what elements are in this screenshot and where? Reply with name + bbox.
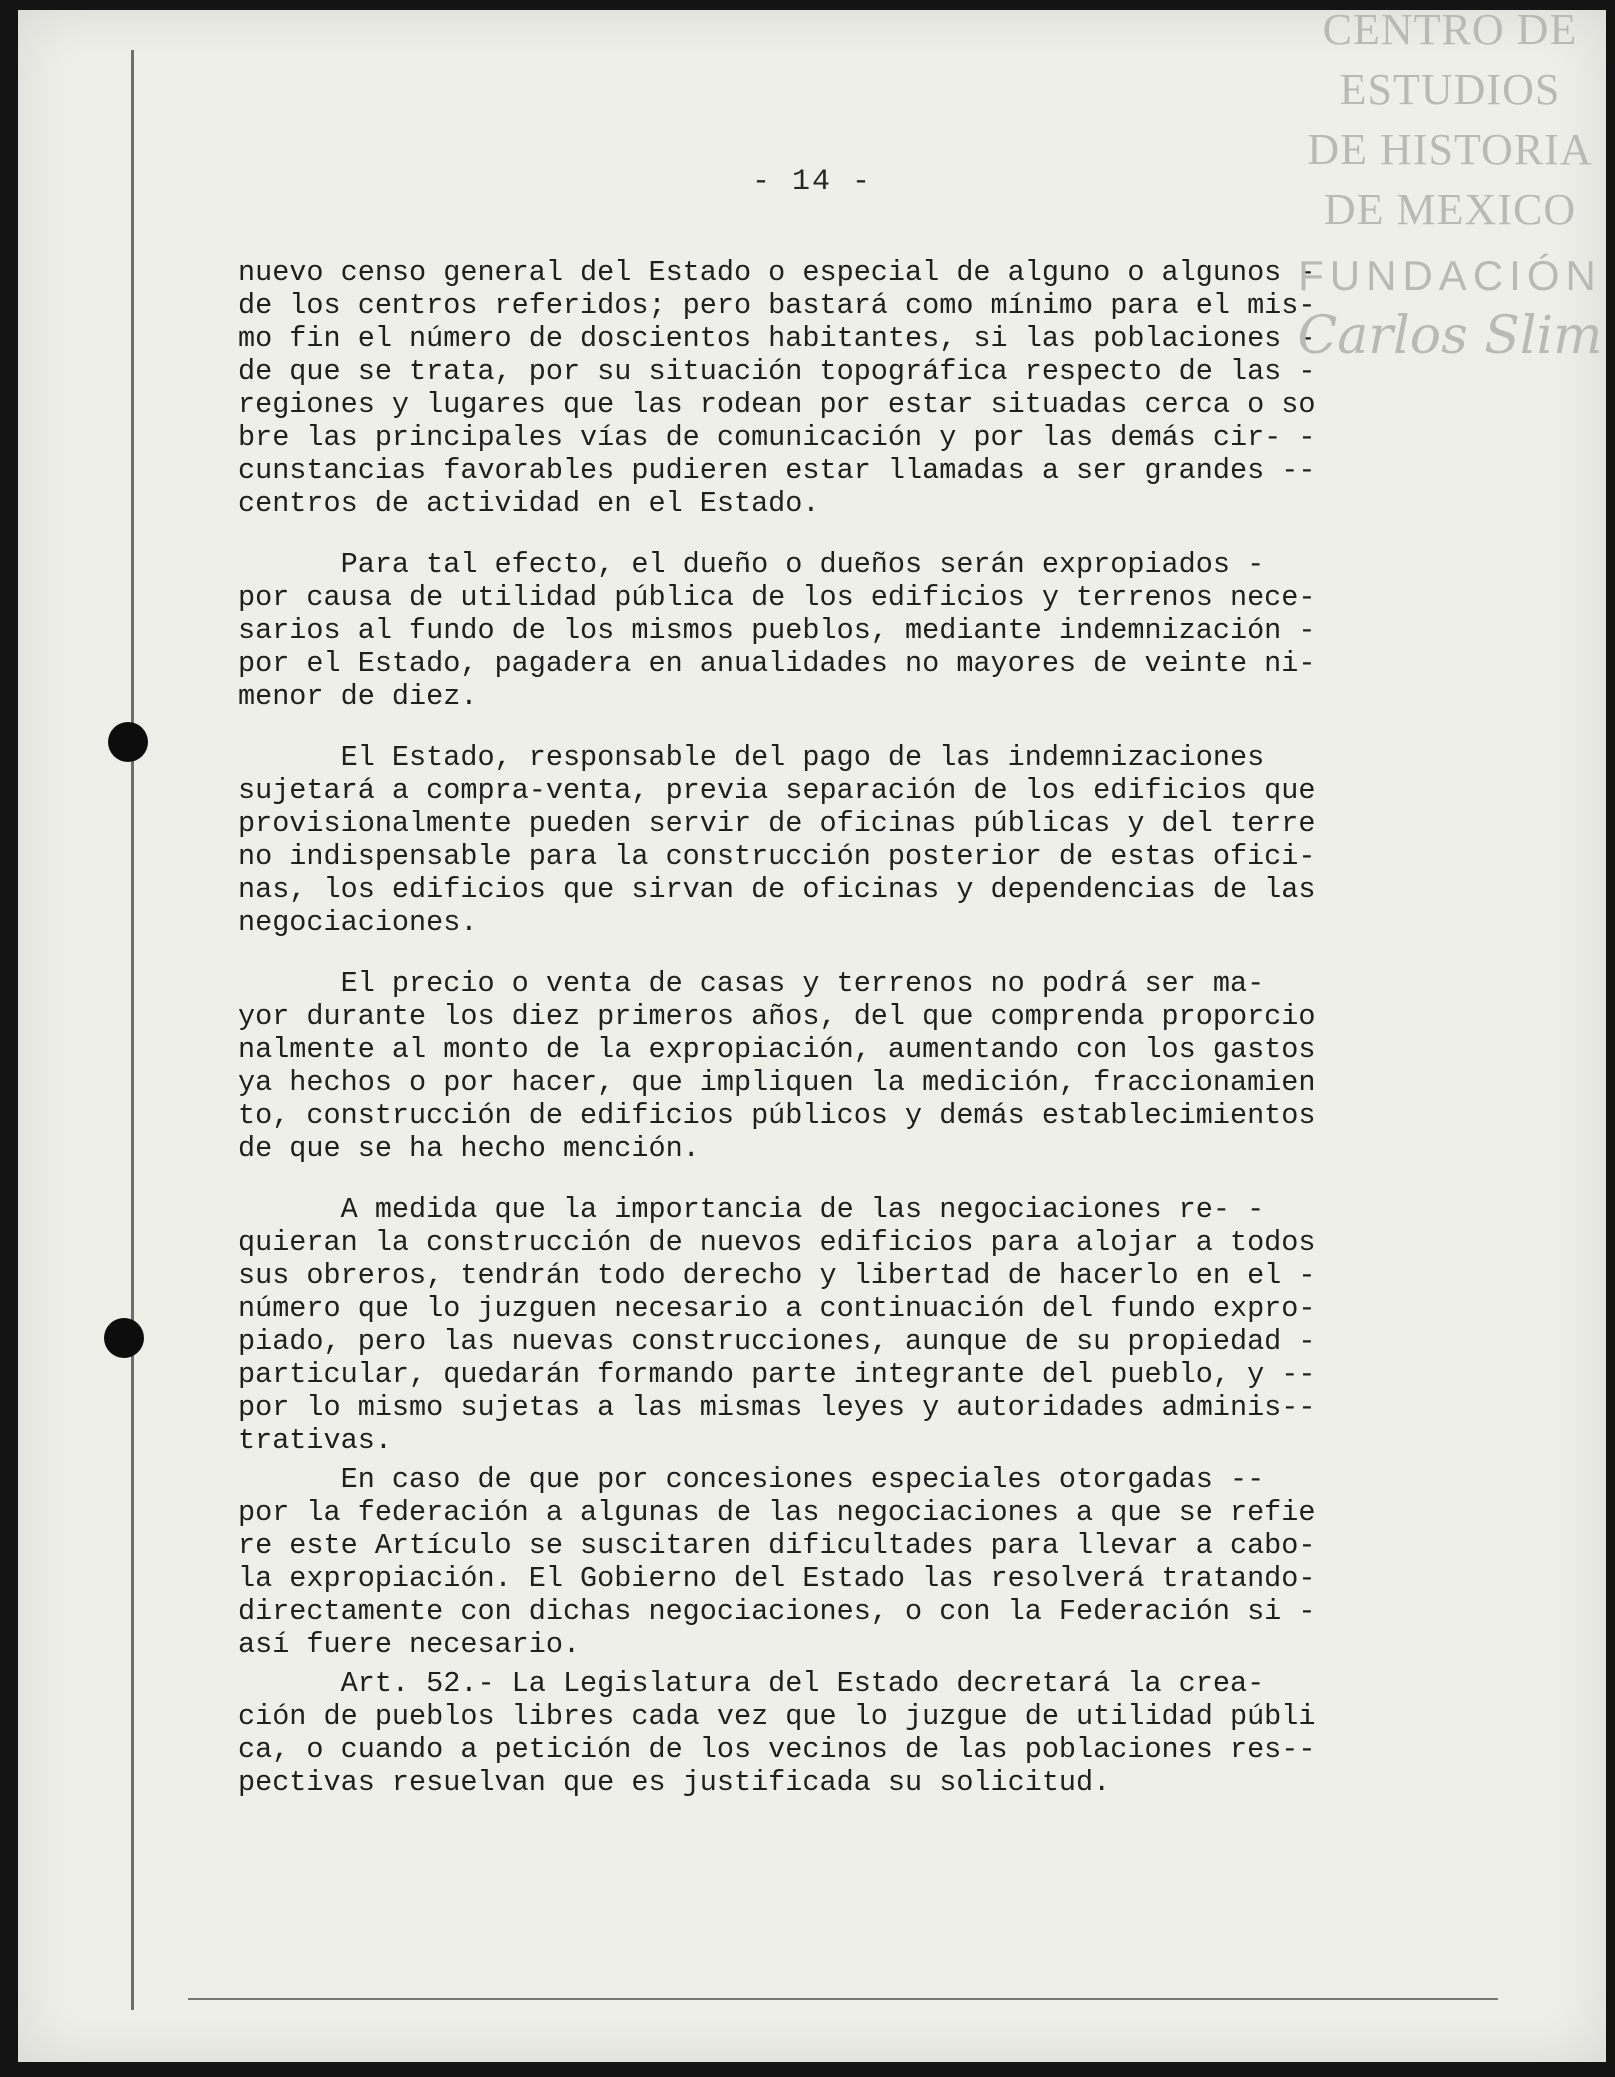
text-line: centros de actividad en el Estado. bbox=[238, 487, 820, 520]
margin-rule bbox=[131, 50, 134, 2010]
text-line: la expropiación. El Gobierno del Estado las resolverá tratando- bbox=[238, 1562, 1316, 1595]
text-line: Art. 52.- La Legislatura del Estado decretará la crea- bbox=[238, 1667, 1265, 1700]
text-line: pectivas resuelvan que es justificada su solicitud. bbox=[238, 1766, 1111, 1799]
paragraph bbox=[238, 741, 1538, 939]
text-line: por la federación a algunas de las negociaciones a que se refie bbox=[238, 1496, 1316, 1529]
text-line: to, construcción de edificios públicos y demás establecimientos bbox=[238, 1099, 1316, 1132]
text-line: negociaciones. bbox=[238, 906, 478, 939]
text-line: yor durante los diez primeros años, del que comprenda proporcio bbox=[238, 1000, 1316, 1033]
watermark-line: CENTRO DE bbox=[1322, 5, 1578, 54]
text-line: por causa de utilidad pública de los edificios y terrenos nece- bbox=[238, 581, 1316, 614]
text-line: El Estado, responsable del pago de las indemnizaciones bbox=[238, 741, 1265, 774]
paragraph bbox=[238, 1193, 1538, 1457]
text-line: nuevo censo general del Estado o especial de alguno o algunos - bbox=[238, 256, 1316, 289]
text-line: bre las principales vías de comunicación y por las demás cir- - bbox=[238, 421, 1316, 454]
text-line: de los centros referidos; pero bastará como mínimo para el mis- bbox=[238, 289, 1316, 322]
paragraph bbox=[238, 967, 1538, 1165]
paragraph bbox=[238, 548, 1538, 713]
text-line: así fuere necesario. bbox=[238, 1628, 581, 1661]
paragraph bbox=[238, 1667, 1538, 1799]
text-line: número que lo juzguen necesario a continuación del fundo expro- bbox=[238, 1292, 1316, 1325]
text-line: nalmente al monto de la expropiación, aumentando con los gastos bbox=[238, 1033, 1316, 1066]
page-number: - 14 - bbox=[751, 165, 873, 199]
text-line: nas, los edificios que sirvan de oficinas y dependencias de las bbox=[238, 873, 1316, 906]
text-line: ca, o cuando a petición de los vecinos de las poblaciones res-- bbox=[238, 1733, 1316, 1766]
text-line: provisionalmente pueden servir de oficinas públicas y del terre bbox=[238, 807, 1316, 840]
text-line: piado, pero las nuevas construcciones, aunque de su propiedad - bbox=[238, 1325, 1316, 1358]
text-line: ción de pueblos libres cada vez que lo juzgue de utilidad públi bbox=[238, 1700, 1316, 1733]
text-line: quieran la construcción de nuevos edificios para alojar a todos bbox=[238, 1226, 1316, 1259]
text-line: sarios al fundo de los mismos pueblos, mediante indemnización - bbox=[238, 614, 1316, 647]
text-line: mo fin el número de doscientos habitantes, si las poblaciones - bbox=[238, 322, 1316, 355]
text-line: A medida que la importancia de las negociaciones re- - bbox=[238, 1193, 1265, 1226]
text-line: Para tal efecto, el dueño o dueños serán expropiados - bbox=[238, 548, 1265, 581]
text-line: re este Artículo se suscitaren dificultades para llevar a cabo- bbox=[238, 1529, 1316, 1562]
text-line: ya hechos o por hacer, que impliquen la medición, fraccionamien bbox=[238, 1066, 1316, 1099]
text-line: no indispensable para la construcción posterior de estas ofici- bbox=[238, 840, 1316, 873]
text-line: regiones y lugares que las rodean por estar situadas cerca o so bbox=[238, 388, 1316, 421]
body-text bbox=[238, 256, 1538, 1827]
text-line: En caso de que por concesiones especiales otorgadas -- bbox=[238, 1463, 1265, 1496]
watermark-line: DE HISTORIA bbox=[1307, 125, 1593, 174]
text-line: sus obreros, tendrán todo derecho y libertad de hacerlo en el - bbox=[238, 1259, 1316, 1292]
archive-watermark bbox=[1285, 0, 1615, 400]
text-line: cunstancias favorables pudieren estar llamadas a ser grandes -- bbox=[238, 454, 1316, 487]
paragraph bbox=[238, 1463, 1538, 1661]
watermark-line: ESTUDIOS bbox=[1339, 65, 1561, 114]
text-line: menor de diez. bbox=[238, 680, 478, 713]
text-line: trativas. bbox=[238, 1424, 392, 1457]
text-line: de que se trata, por su situación topográfica respecto de las - bbox=[238, 355, 1316, 388]
text-line: sujetará a compra-venta, previa separación de los edificios que bbox=[238, 774, 1316, 807]
punch-hole bbox=[108, 722, 148, 762]
watermark-line: DE MEXICO bbox=[1323, 185, 1577, 234]
text-line: por el Estado, pagadera en anualidades no mayores de veinte ni- bbox=[238, 647, 1316, 680]
bottom-rule bbox=[188, 1998, 1498, 2000]
watermark-fundacion: FUNDACIÓN bbox=[1298, 252, 1602, 299]
text-line: por lo mismo sujetas a las mismas leyes y autoridades adminis-- bbox=[238, 1391, 1316, 1424]
watermark-signature: Carlos Slim bbox=[1297, 306, 1603, 366]
text-line: de que se ha hecho mención. bbox=[238, 1132, 700, 1165]
text-line: El precio o venta de casas y terrenos no podrá ser ma- bbox=[238, 967, 1265, 1000]
text-line: particular, quedarán formando parte integrante del pueblo, y -- bbox=[238, 1358, 1316, 1391]
text-line: directamente con dichas negociaciones, o con la Federación si - bbox=[238, 1595, 1316, 1628]
punch-hole bbox=[104, 1318, 144, 1358]
